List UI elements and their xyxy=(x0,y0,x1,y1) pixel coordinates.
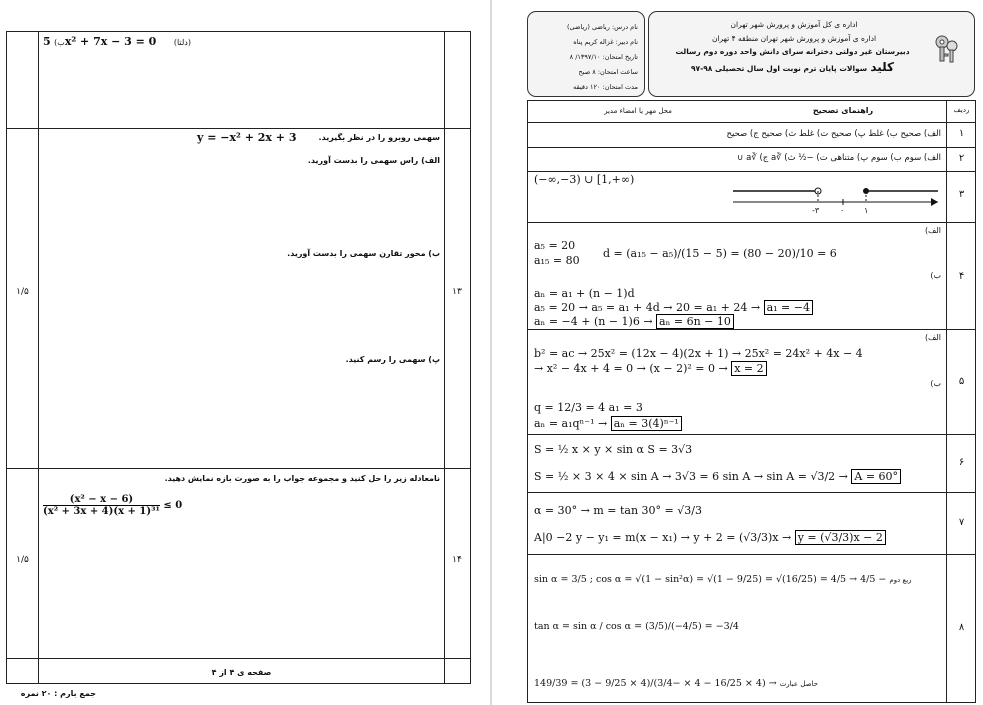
row-8-line3: حاصل عبارت → (4 × 16/25 − 4 × −3/4)/(4 × 9/25 − 3) = 149/39 xyxy=(534,678,819,689)
row-3-tick-0: ۰ xyxy=(840,206,845,215)
row-6-line2 xyxy=(534,470,901,483)
keys-icon xyxy=(933,34,959,64)
key-word: کلید xyxy=(870,60,895,74)
q13-intro: سهمی روبرو را در نظر بگیرید. xyxy=(318,133,440,142)
q12-b-equation: 5x² + 7x − 3 = 0 xyxy=(43,35,157,48)
row-8-line1-end: − 4/5 xyxy=(860,574,887,585)
row-6-number: ۶ xyxy=(958,457,965,468)
row-8-line3-text: (4 × 16/25 − 4 × −3/4)/(4 × 9/25 − 3) = 149/39 xyxy=(534,678,766,689)
row-3-tick-neg3: -۳ xyxy=(812,206,820,215)
row-7-line2-text: A|0 −2 y − y₁ = m(x − x₁) → y + 2 = (√3/3)x → xyxy=(534,531,792,544)
row-4-d-eq: d = (a₁₅ − a₅)/(15 − 5) = (80 − 20)/10 = 6 xyxy=(603,247,837,260)
row-4-line3-text: aₙ = −4 + (n − 1)6 → xyxy=(534,315,653,328)
org-line-1: اداره ی کل آموزش و پرورش شهر تهران xyxy=(730,20,858,29)
hline xyxy=(528,554,975,555)
row-5-box1: x = 2 xyxy=(731,361,766,376)
col-header-seal: محل مهر یا امضاء مدیر xyxy=(604,107,672,115)
q12-tail-row xyxy=(7,32,470,129)
info-date: تاریخ امتحان: ۱۳۹۷/۱۰/ ۸ xyxy=(569,53,638,61)
row-4-line2-text: a₅ = 20 → a₅ = a₁ + 4d → 20 = a₁ + 24 → xyxy=(534,301,761,314)
info-course: نام درس: ریاضی (ریاضی) xyxy=(567,23,638,31)
row-5-number: ۵ xyxy=(958,376,965,387)
q14-prompt: نامعادله زیر را حل کنید و مجموعه جواب را به صورت بازه نمایش دهید. xyxy=(164,474,440,483)
q14-number: ۱۴ xyxy=(452,555,462,565)
info-duration: مدت امتحان: ۱۲۰ دقیقه xyxy=(573,83,638,91)
info-teacher: نام دبیر: غزاله کریم پناه xyxy=(573,38,638,46)
row-4-b-label: ب) xyxy=(930,271,941,280)
row-1-number: ۱ xyxy=(958,128,965,139)
row-8-number: ۸ xyxy=(958,622,965,633)
exam-title: سوالات پایان ترم نوبت اول سال تحصیلی ۹۸-۹۷ xyxy=(690,64,868,73)
row-8-line1-text: sin α = 3/5 ; cos α = √(1 − sin²α) = √(1 − 9/25) = √(16/25) = 4/5 → xyxy=(534,574,858,585)
row-6-line1: S = ½ x × y × sin α S = 3√3 xyxy=(534,443,693,456)
total-score: جمع بارم : ۲۰ نمره xyxy=(20,689,96,698)
row-5-line3 xyxy=(534,417,682,430)
row-3-number-line xyxy=(728,181,943,221)
row-3-tick-1: ۱ xyxy=(864,206,869,215)
row-6-box: A = 60° xyxy=(851,469,901,484)
col-header-row: ردیف xyxy=(953,106,970,114)
q14-relation: ≤ 0 xyxy=(163,500,183,511)
row-4-line3 xyxy=(534,315,734,328)
info-time: ساعت امتحان: ۸ صبح xyxy=(578,68,638,76)
row-4-number: ۴ xyxy=(958,271,965,282)
q13-row xyxy=(7,129,470,469)
left-page-table xyxy=(6,31,471,684)
row-1-answer: الف) صحیح ب) غلط پ) صحیح ت) غلط ث) صحیح ج) صحیح xyxy=(726,129,941,139)
q14-inequality xyxy=(43,494,182,517)
hline xyxy=(528,329,975,330)
q13-number: ۱۳ xyxy=(452,287,462,297)
hline xyxy=(528,222,975,223)
row-7-box: y = (√3/3)x − 2 xyxy=(795,530,886,545)
row-6-line2-text: S = ½ × 3 × 4 × sin A → 3√3 = 6 sin A → sin A = √3/2 → xyxy=(534,470,848,483)
hline xyxy=(528,122,975,123)
row-2-answer: الف) سوم ب) سوم پ) متناهی ت) −½ ث) ∛a ج) ∛a ∪ xyxy=(737,153,941,163)
row-4-box1: a₁ = −4 xyxy=(764,300,813,315)
row-7-number: ۷ xyxy=(958,517,965,528)
row-5-line3-text: aₙ = a₁qⁿ⁻¹ → xyxy=(534,417,608,430)
row-8-quadrant: ربع دوم xyxy=(889,576,912,584)
row-5-a-label: الف) xyxy=(924,333,941,342)
exam-info-box xyxy=(527,11,645,97)
col-header-guide: راهنمای تصحیح xyxy=(812,106,874,115)
answer-key-table xyxy=(527,100,976,703)
row-8-expr-label: حاصل عبارت xyxy=(779,680,819,688)
q12-b-label: ب) xyxy=(54,38,65,47)
org-line-2: اداره ی آموزش و پرورش شهر تهران منطقه ۴ تهران xyxy=(711,34,877,43)
q12-b-equation-wrap xyxy=(43,35,191,48)
q13-score: ۱/۵ xyxy=(16,287,29,297)
q13-part-c: پ) سهمی را رسم کنید. xyxy=(345,355,440,364)
row-4-a-label: الف) xyxy=(924,226,941,235)
row-4-line1: aₙ = a₁ + (n − 1)d xyxy=(534,287,635,300)
row-4-a15: a₁₅ = 80 xyxy=(534,254,580,267)
q13-part-a: الف) راس سهمی را بدست آورید. xyxy=(307,156,440,165)
row-8-line1 xyxy=(534,574,912,585)
hline xyxy=(528,147,975,148)
row-3-interval: (−∞,−3) ∪ [1,+∞) xyxy=(534,173,635,186)
row-5-line1: b² = ac → 25x² = (12x − 4)(2x + 1) → 25x² = 24x² + 4x − 4 xyxy=(534,347,863,360)
q14-denominator: (x² + 3x + 4)(x + 1)³¹ xyxy=(43,506,160,517)
row-7-line1: α = 30° → m = tan 30° = √3/3 xyxy=(534,504,702,517)
hline xyxy=(528,171,975,172)
page-footer: صفحه ی ۴ از ۴ xyxy=(211,668,272,677)
q14-score: ۱/۵ xyxy=(16,555,29,565)
page-gutter xyxy=(490,0,492,705)
row-5-line2-text: → x² − 4x + 4 = 0 → (x − 2)² = 0 → xyxy=(534,362,728,375)
row-5-box2: aₙ = 3(4)ⁿ⁻¹ xyxy=(611,416,682,431)
q13-part-b: ب) محور تقارن سهمی را بدست آورید. xyxy=(287,249,440,258)
q12-b-hint: (دلتا) xyxy=(173,38,191,47)
row-2-number: ۲ xyxy=(958,153,965,164)
hline xyxy=(528,492,975,493)
exam-title-wrap xyxy=(655,60,930,74)
row-5-line2 xyxy=(534,362,767,375)
header-box xyxy=(648,11,975,97)
row-4-a5: a₅ = 20 xyxy=(534,239,576,252)
row-3-number: ۳ xyxy=(958,189,965,200)
school-name: دبیرستان غیر دولتی دخترانه سرای دانش واحد دوره دوم رسالت xyxy=(675,47,910,56)
row-7-line2 xyxy=(534,531,886,544)
exam-info-list xyxy=(532,20,638,95)
row-4-box2: aₙ = 6n − 10 xyxy=(656,314,734,329)
row-4-line2 xyxy=(534,301,813,314)
row-8-line2: tan α = sin α / cos α = (3/5)/(−4/5) = −3/4 xyxy=(534,621,739,632)
q13-equation: y = −x² + 2x + 3 xyxy=(197,131,297,144)
q14-numerator: (x² − x − 6) xyxy=(69,494,134,505)
hline xyxy=(528,434,975,435)
row-5-b-label: ب) xyxy=(930,379,941,388)
q14-row xyxy=(7,469,470,659)
row-5-q: q = 12/3 = 4 a₁ = 3 xyxy=(534,401,643,414)
